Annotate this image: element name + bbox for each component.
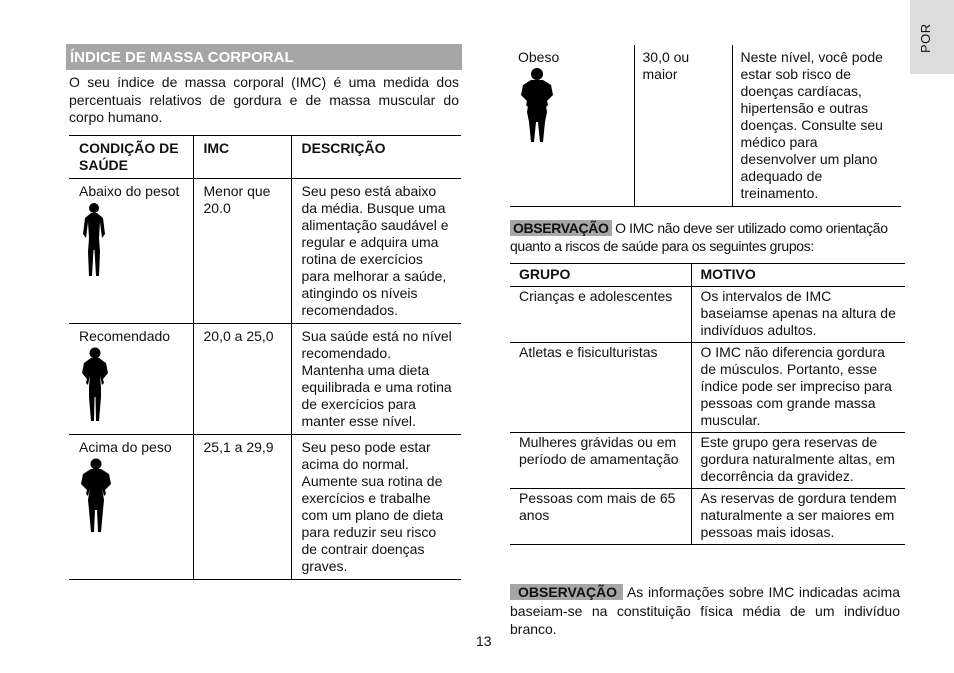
table-row xyxy=(510,45,901,207)
table-row xyxy=(510,343,905,433)
note-label: OBSERVAÇÃO xyxy=(510,220,612,236)
imc-cell: 20,0 a 25,0 xyxy=(193,324,291,435)
table-row xyxy=(69,324,461,435)
table-row xyxy=(69,179,461,324)
reason-cell: Os intervalos de IMC baseiamse apenas na altura de indivíduos adultos. xyxy=(691,287,905,343)
reason-cell: O IMC não diferencia gordura de músculos. Portanto, esse índice pode ser impreciso para pessoas com grande massa muscular. xyxy=(691,343,905,433)
group-cell: Pessoas com mais de 65 anos xyxy=(510,489,691,545)
condition-label: Abaixo do pesot xyxy=(79,183,180,199)
note-observation-reference xyxy=(510,583,900,639)
intro-paragraph: O seu índice de massa corporal (IMC) é uma medida dos percentuais relativos de gordura e de massa muscular do corpo humano. xyxy=(69,74,459,125)
group-reason-header xyxy=(510,264,905,287)
section-title: ÍNDICE DE MASSA CORPORAL xyxy=(66,44,462,70)
language-tab xyxy=(910,0,954,74)
condition-label: Acima do peso xyxy=(79,439,172,455)
reason-cell: Este grupo gera reservas de gordura naturalmente altas, em decorrência da gravidez. xyxy=(691,433,905,489)
table-row xyxy=(69,435,461,580)
group-cell: Mulheres grávidas ou em período de amamentação xyxy=(510,433,691,489)
condition-cell xyxy=(510,45,634,207)
header-reason: MOTIVO xyxy=(691,264,905,287)
note-text: As informações sobre IMC indicadas acima baseiam-se na constituição física média de um indivíduo branco. xyxy=(510,584,900,637)
table-row xyxy=(510,433,905,489)
group-reason-table xyxy=(510,263,905,545)
group-cell: Crianças e adolescentes xyxy=(519,288,673,304)
table-row xyxy=(510,287,905,343)
description-cell: Seu peso está abaixo da média. Busque uma alimentação saudável e regular e adquira uma rotina de exercícios para melhorar a saúde, atingindo os níveis recomendados. xyxy=(291,179,461,324)
condition-label: Obeso xyxy=(518,49,560,65)
imc-cell: 30,0 ou maior xyxy=(634,45,732,207)
imc-table-header xyxy=(69,136,461,179)
imc-cell: 25,1 a 29,9 xyxy=(193,435,291,580)
condition-label: Recomendado xyxy=(79,328,171,344)
imc-table-continued xyxy=(510,45,901,207)
header-condition: CONDIÇÃO DE SAÚDE xyxy=(79,140,179,173)
condition-cell xyxy=(69,179,193,324)
note-text: O IMC não deve ser utilizado como orientação quanto a riscos de saúde para os seguintes grupos: xyxy=(510,220,888,254)
condition-cell xyxy=(69,324,193,435)
reason-cell: As reservas de gordura tendem naturalmente a ser maiores em pessoas mais idosas. xyxy=(691,489,905,545)
header-imc: IMC xyxy=(193,136,291,179)
group-cell: Atletas e fisiculturistas xyxy=(510,343,691,433)
slim-person-icon xyxy=(79,202,109,278)
description-cell: Seu peso pode estar acima do normal. Aumente sua rotina de exercícios e trabalhe com um plano de dieta para reduzir seu risco de contrair doenças graves. xyxy=(291,435,461,580)
description-cell: Sua saúde está no nível recomendado. Mantenha uma dieta equilibrada e uma rotina de exercícios para manter esse nível. xyxy=(291,324,461,435)
condition-cell xyxy=(69,435,193,580)
table-row xyxy=(510,489,905,545)
header-group: GRUPO xyxy=(510,264,691,287)
imc-table xyxy=(69,135,461,580)
page-number: 13 xyxy=(476,633,492,649)
normal-person-icon xyxy=(79,347,111,423)
language-tab-label: POR xyxy=(918,23,933,53)
header-description: DESCRIÇÃO xyxy=(291,136,461,179)
overweight-person-icon xyxy=(79,458,113,534)
obese-person-icon xyxy=(518,68,556,144)
description-cell: Neste nível, você pode estar sob risco de doenças cardíacas, hipertensão e outras doenças. Consulte seu médico para desenvolver um plano adequado de treinamento. xyxy=(732,45,901,207)
note-label: OBSERVAÇÃO xyxy=(510,584,623,600)
note-observation-groups xyxy=(510,219,900,255)
imc-cell: Menor que 20.0 xyxy=(193,179,291,324)
